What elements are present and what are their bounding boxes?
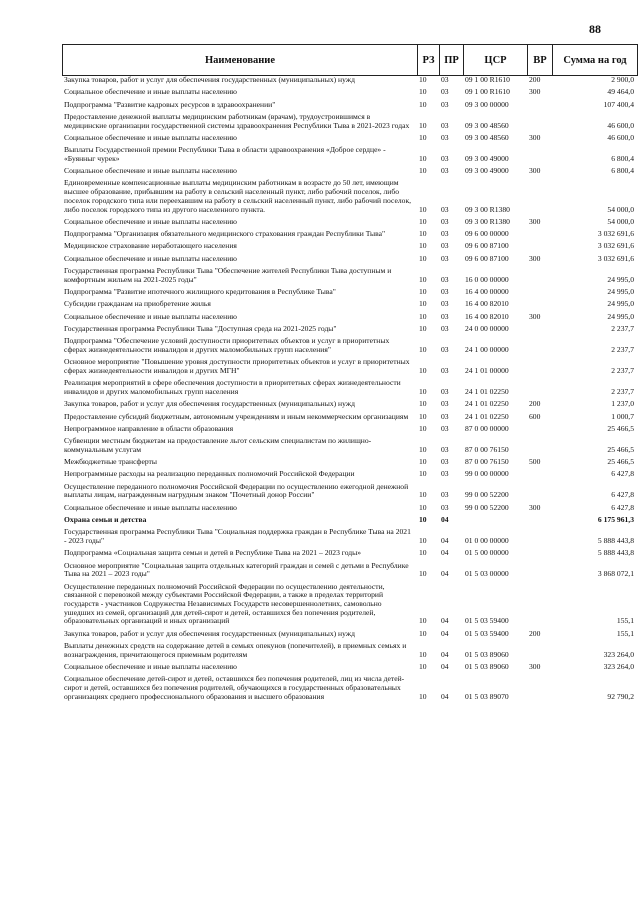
row-csr: 99 0 00 00000: [465, 469, 509, 479]
row-pr: 04: [441, 569, 449, 579]
row-csr: 24 1 01 00000: [465, 365, 509, 375]
row-rz: 10: [419, 287, 427, 297]
table-row: [62, 255, 637, 264]
row-rz: 10: [419, 616, 427, 626]
row-csr: 09 6 00 87100: [465, 253, 509, 263]
row-csr: 16 4 00 82010: [465, 299, 509, 309]
row-name: Социальное обеспечение и иные выплаты населению: [64, 662, 237, 672]
row-csr: 01 5 03 59400: [465, 616, 509, 626]
row-csr: 99 0 00 52200: [465, 490, 509, 500]
row-csr: 09 3 00 00000: [465, 99, 509, 109]
header-name: Наименование: [63, 45, 418, 76]
row-rz: 10: [419, 166, 427, 176]
row-sum: 6 427,8: [611, 490, 634, 500]
row-vr: 500: [529, 457, 541, 467]
row-pr: 03: [441, 120, 449, 130]
row-name: Основное мероприятие "Социальная защита отдельных категорий граждан и семей с детьми в Республике Тыва на 2021 – 2023 годы": [64, 560, 409, 579]
row-name: Социальное обеспечение и иные выплаты населению: [64, 132, 237, 142]
row-pr: 03: [441, 444, 449, 454]
row-sum: 2 237,7: [611, 344, 634, 354]
row-rz: 10: [419, 229, 427, 239]
row-sum: 1 237,0: [611, 399, 634, 409]
table-row: [62, 458, 637, 467]
row-pr: 03: [441, 344, 449, 354]
table-row: [62, 325, 637, 334]
row-csr: 09 3 00 R1380: [465, 216, 510, 226]
row-csr: 99 0 00 52200: [465, 502, 509, 512]
row-csr: 09 3 00 48560: [465, 120, 509, 130]
row-sum: 24 995,0: [607, 299, 634, 309]
row-name: Социальное обеспечение детей-сирот и детей, оставшихся без попечения родителей, лиц из числа детей-сирот и детей, оставшихся без попечения родителей, обучающихся в государственных образовательных организациях среднего профессионального образования и высшего образования: [64, 674, 405, 701]
row-rz: 10: [419, 628, 427, 638]
table-row: [62, 101, 637, 110]
page-number: 88: [589, 22, 601, 36]
table-row: [62, 230, 637, 239]
table-row: [62, 583, 637, 627]
row-sum: 5 888 443,8: [597, 536, 634, 546]
row-csr: 01 5 00 00000: [465, 548, 509, 558]
row-name: Основное мероприятие "Повышение уровня доступности приоритетных объектов и услуг в приоритетных сферах жизнедеятельности инвалидов и других МГН": [64, 357, 410, 375]
row-csr: 09 6 00 00000: [465, 229, 509, 239]
table-row: [62, 300, 637, 309]
row-pr: 03: [441, 153, 449, 163]
row-rz: 10: [419, 569, 427, 579]
row-rz: 10: [419, 344, 427, 354]
row-rz: 10: [419, 691, 427, 701]
row-name: Предоставление денежной выплаты медицинским работникам (врачам), трудоустроившимся в медицинские организации государственной системы здравоохранения Республики Тыва в 2021-2023 годах: [64, 111, 410, 130]
table-row: [62, 76, 637, 85]
row-csr: 24 1 01 02250: [465, 411, 509, 421]
row-sum: 92 790,2: [607, 691, 634, 701]
row-csr: 24 1 01 02250: [465, 386, 509, 396]
row-csr: 09 3 00 49000: [465, 166, 509, 176]
row-rz: 10: [419, 423, 427, 433]
row-sum: 25 466,5: [607, 423, 634, 433]
table-row: [62, 483, 637, 500]
row-name: Осуществление переданных полномочий Российской Федерации по осуществлению деятельности, связанной с перевозкой между субъектами Российской Федерации, а также в пределах территорий государств - участников Содружества Независимых Государств несовершеннолетних, самовольно ушедших из семей, организаций для детей-сирот и детей, оставшихся без попечения родителей, образовательных организаций и иных организаций: [64, 581, 385, 626]
row-sum: 155,1: [616, 616, 634, 626]
row-sum: 6 427,8: [611, 502, 634, 512]
table-row: [62, 167, 637, 176]
row-sum: 155,1: [616, 628, 634, 638]
table-row: [62, 630, 637, 639]
row-rz: 10: [419, 87, 427, 97]
row-pr: 03: [441, 166, 449, 176]
table-row: [62, 562, 637, 579]
row-pr: 03: [441, 299, 449, 309]
row-rz: 10: [419, 99, 427, 109]
row-rz: 10: [419, 515, 427, 525]
row-name: Государственная программа Республики Тыва "Обеспечение жителей Республики Тыва доступным и комфортным жильем на 2021-2025 годы": [64, 266, 392, 284]
row-name: Закупка товаров, работ и услуг для обеспечения государственных (муниципальных) нужд: [64, 628, 355, 638]
table-row: [62, 218, 637, 227]
row-rz: 10: [419, 216, 427, 226]
row-pr: 03: [441, 411, 449, 421]
row-name: Социальное обеспечение и иные выплаты населению: [64, 311, 237, 321]
row-vr: 300: [529, 166, 541, 176]
row-sum: 3 032 691,6: [597, 253, 634, 263]
table-row: [62, 146, 637, 163]
row-rz: 10: [419, 241, 427, 251]
row-pr: 03: [441, 241, 449, 251]
row-csr: 09 1 00 R1610: [465, 87, 510, 97]
row-name: Социальное обеспечение и иные выплаты населению: [64, 502, 237, 512]
row-name: Субвенции местным бюджетам на предоставление льгот сельским специалистам по жилищно-коммунальным услугам: [64, 436, 372, 454]
row-sum: 2 237,7: [611, 365, 634, 375]
row-rz: 10: [419, 457, 427, 467]
table-row: [62, 358, 637, 375]
row-sum: 107 400,4: [603, 99, 634, 109]
row-sum: 6 175 961,3: [597, 515, 634, 525]
row-name: Субсидии гражданам на приобретение жилья: [64, 299, 211, 309]
row-name: Подпрограмма "Развитие кадровых ресурсов в здравоохранении": [64, 99, 276, 109]
table-row: [62, 400, 637, 409]
table-row: [62, 267, 637, 284]
row-pr: 04: [441, 628, 449, 638]
table-row: [62, 663, 637, 672]
row-name: Подпрограмма "Обеспечение условий доступности приоритетных объектов и услуг в приоритетных сферах жизнедеятельности инвалидов и других маломобильных групп населения": [64, 336, 390, 354]
row-sum: 46 600,0: [607, 132, 634, 142]
row-sum: 54 000,0: [607, 216, 634, 226]
row-rz: 10: [419, 399, 427, 409]
row-vr: 200: [529, 75, 541, 84]
row-vr: 200: [529, 628, 541, 638]
row-csr: 87 0 00 76150: [465, 444, 509, 454]
row-csr: 01 0 00 00000: [465, 536, 509, 546]
row-vr: 300: [529, 87, 541, 97]
row-name: Непрограммные расходы на реализацию переданных полномочий Российской Федерации: [64, 469, 355, 479]
row-pr: 04: [441, 649, 449, 659]
row-csr: 24 1 00 00000: [465, 344, 509, 354]
row-pr: 03: [441, 287, 449, 297]
row-rz: 10: [419, 299, 427, 309]
row-pr: 04: [441, 515, 449, 525]
table-row: [62, 642, 637, 659]
table-row: [62, 470, 637, 479]
row-vr: 300: [529, 502, 541, 512]
row-vr: 200: [529, 399, 541, 409]
row-vr: 600: [529, 411, 541, 421]
row-csr: 01 5 03 89060: [465, 649, 509, 659]
row-sum: 1 000,7: [611, 411, 634, 421]
row-sum: 5 888 443,8: [597, 548, 634, 558]
row-pr: 03: [441, 99, 449, 109]
row-pr: 03: [441, 229, 449, 239]
row-sum: 25 466,5: [607, 444, 634, 454]
row-pr: 03: [441, 469, 449, 479]
row-vr: 300: [529, 132, 541, 142]
row-rz: 10: [419, 120, 427, 130]
row-pr: 03: [441, 311, 449, 321]
table-row: [62, 437, 637, 454]
row-sum: 323 264,0: [603, 649, 634, 659]
row-name: Социальное обеспечение и иные выплаты населению: [64, 87, 237, 97]
row-sum: 54 000,0: [607, 204, 634, 214]
row-pr: 03: [441, 490, 449, 500]
row-pr: 03: [441, 502, 449, 512]
table-row: [62, 528, 637, 545]
row-rz: 10: [419, 444, 427, 454]
table-row: [62, 88, 637, 97]
row-name: Подпрограмма "Организация обязательного медицинского страхования граждан Республики Тыва": [64, 229, 386, 239]
row-name: Подпрограмма "Развитие ипотечного жилищного кредитования в Республике Тыва": [64, 287, 336, 297]
row-name: Социальное обеспечение и иные выплаты населению: [64, 166, 237, 176]
row-rz: 10: [419, 649, 427, 659]
row-rz: 10: [419, 75, 427, 84]
row-rz: 10: [419, 365, 427, 375]
row-sum: 49 464,0: [607, 87, 634, 97]
row-vr: 300: [529, 662, 541, 672]
table-row: [62, 425, 637, 434]
table-row: [62, 288, 637, 297]
row-name: Государственная программа Республики Тыва "Доступная среда на 2021-2025 годы": [64, 323, 337, 333]
row-name: Охрана семьи и детства: [64, 515, 147, 525]
row-sum: 46 600,0: [607, 120, 634, 130]
row-sum: 6 800,4: [611, 166, 634, 176]
row-pr: 03: [441, 457, 449, 467]
row-pr: 04: [441, 536, 449, 546]
row-csr: 24 0 00 00000: [465, 323, 509, 333]
row-pr: 03: [441, 386, 449, 396]
table-row: [62, 179, 637, 214]
table-row: [62, 134, 637, 143]
row-rz: 10: [419, 386, 427, 396]
row-rz: 10: [419, 469, 427, 479]
row-name: Межбюджетные трансферты: [64, 457, 157, 467]
row-name: Реализация мероприятий в сфере обеспечения доступности в приоритетных сферах жизнедеятельности инвалидов и других маломобильных групп населения: [64, 378, 401, 396]
row-pr: 03: [441, 87, 449, 97]
row-pr: 03: [441, 365, 449, 375]
table-row: [62, 113, 637, 130]
row-rz: 10: [419, 490, 427, 500]
table-row: [62, 242, 637, 251]
table-row: [62, 675, 637, 701]
row-sum: 24 995,0: [607, 274, 634, 284]
row-name: Предоставление субсидий бюджетным, автономным учреждениям и иным некоммерческим организациям: [64, 411, 409, 421]
row-rz: 10: [419, 204, 427, 214]
row-name: Единовременные компенсационные выплаты медицинским работникам в возрасте до 50 лет, имеющим высшее образование, прибывшим на работу в сельский населенный пункт, либо рабочий поселок, либо поселок городского типа или переехавшим на работу в сельский населенный пункт, либо рабочий поселок, либо поселок городского типа из другого населенного пункта.: [64, 178, 412, 214]
table-row: [62, 313, 637, 322]
row-rz: 10: [419, 411, 427, 421]
row-name: Закупка товаров, работ и услуг для обеспечения государственных (муниципальных) нужд: [64, 399, 355, 409]
row-rz: 10: [419, 274, 427, 284]
row-csr: 16 0 00 00000: [465, 274, 509, 284]
row-sum: 24 995,0: [607, 311, 634, 321]
row-csr: 09 3 00 49000: [465, 153, 509, 163]
row-name: Медицинское страхование неработающего населения: [64, 241, 237, 251]
row-sum: 2 900,0: [611, 75, 634, 84]
row-pr: 03: [441, 423, 449, 433]
row-sum: 3 032 691,6: [597, 241, 634, 251]
row-csr: 01 5 03 59400: [465, 628, 509, 638]
row-rz: 10: [419, 502, 427, 512]
row-rz: 10: [419, 132, 427, 142]
row-sum: 2 237,7: [611, 323, 634, 333]
row-csr: 24 1 01 02250: [465, 399, 509, 409]
row-csr: 01 5 03 89070: [465, 691, 509, 701]
header-rz: РЗ: [418, 45, 440, 76]
row-pr: 04: [441, 616, 449, 626]
row-vr: 300: [529, 311, 541, 321]
table-row: [62, 516, 637, 525]
header-sum: Сумма на год: [553, 45, 638, 76]
table-row: [62, 337, 637, 354]
row-sum: 323 264,0: [603, 662, 634, 672]
header-csr: ЦСР: [464, 45, 528, 76]
table-body: [62, 76, 637, 701]
row-pr: 03: [441, 216, 449, 226]
row-sum: 6 427,8: [611, 469, 634, 479]
row-csr: 09 3 00 48560: [465, 132, 509, 142]
row-pr: 03: [441, 204, 449, 214]
row-name: Выплаты денежных средств на содержание детей в семьях опекунов (попечителей), в приемных семьях и вознаграждения, причитающегося приемным родителям: [64, 641, 407, 659]
row-csr: 09 1 00 R1610: [465, 75, 510, 84]
row-sum: 25 466,5: [607, 457, 634, 467]
row-sum: 2 237,7: [611, 386, 634, 396]
table-header: [62, 44, 638, 76]
row-vr: 300: [529, 216, 541, 226]
row-csr: 09 6 00 87100: [465, 241, 509, 251]
row-pr: 03: [441, 253, 449, 263]
row-csr: 09 3 00 R1380: [465, 204, 510, 214]
row-sum: 24 995,0: [607, 287, 634, 297]
row-pr: 03: [441, 399, 449, 409]
row-pr: 03: [441, 323, 449, 333]
row-rz: 10: [419, 536, 427, 546]
row-pr: 03: [441, 132, 449, 142]
row-sum: 3 032 691,6: [597, 229, 634, 239]
row-rz: 10: [419, 323, 427, 333]
row-rz: 10: [419, 153, 427, 163]
row-pr: 04: [441, 548, 449, 558]
header-vr: ВР: [528, 45, 553, 76]
row-name: Подпрограмма «Социальная защита семьи и детей в Республике Тыва на 2021 – 2023 годы»: [64, 548, 362, 558]
row-vr: 300: [529, 253, 541, 263]
table-row: [62, 504, 637, 513]
row-csr: 16 4 00 00000: [465, 287, 509, 297]
row-pr: 03: [441, 274, 449, 284]
table-row: [62, 379, 637, 396]
row-name: Непрограммное направление в области образования: [64, 423, 234, 433]
row-csr: 87 0 00 76150: [465, 457, 509, 467]
row-rz: 10: [419, 548, 427, 558]
row-pr: 04: [441, 691, 449, 701]
row-name: Выплаты Государственной премии Республики Тыва в области здравоохранения «Доброе сердце» - «Буянныг чурек»: [64, 145, 386, 163]
row-name: Социальное обеспечение и иные выплаты населению: [64, 253, 237, 263]
row-name: Закупка товаров, работ и услуг для обеспечения государственных (муниципальных) нужд: [64, 75, 355, 84]
row-rz: 10: [419, 253, 427, 263]
row-csr: 87 0 00 00000: [465, 423, 509, 433]
row-sum: 3 868 072,1: [597, 569, 634, 579]
table-row: [62, 549, 637, 558]
row-pr: 03: [441, 75, 449, 84]
row-csr: 16 4 00 82010: [465, 311, 509, 321]
row-name: Социальное обеспечение и иные выплаты населению: [64, 216, 237, 226]
row-rz: 10: [419, 311, 427, 321]
row-name: Осуществление переданного полномочия Российской Федерации по осуществлению ежегодной денежной выплаты лицам, награжденным нагрудным знаком "Почетный донор России": [64, 481, 409, 500]
row-rz: 10: [419, 662, 427, 672]
row-pr: 04: [441, 662, 449, 672]
header-pr: ПР: [440, 45, 464, 76]
row-csr: 01 5 03 00000: [465, 569, 509, 579]
row-sum: 6 800,4: [611, 153, 634, 163]
table-row: [62, 413, 637, 422]
row-csr: 01 5 03 89060: [465, 662, 509, 672]
row-name: Государственная программа Республики Тыва "Социальная поддержка граждан в Республике Тыва на 2021 - 2023 годы": [64, 527, 411, 546]
